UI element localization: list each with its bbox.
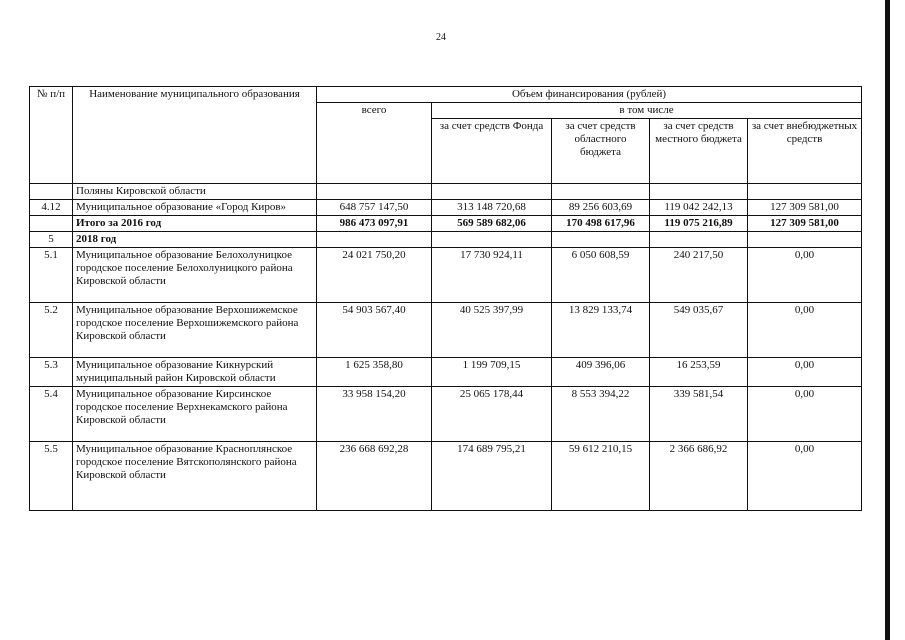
row-no (30, 216, 73, 232)
row-local: 2 366 686,92 (650, 442, 748, 511)
row-fund: 174 689 795,21 (432, 442, 552, 511)
table-row-total (30, 216, 862, 232)
header-row-1 (30, 87, 862, 103)
header-extra: за счет внебюджетных средств (748, 119, 862, 184)
header-regional: за счет средств областного бюджета (552, 119, 650, 184)
row-extra: 0,00 (748, 248, 862, 303)
row-fund: 17 730 924,11 (432, 248, 552, 303)
row-local: 549 035,67 (650, 303, 748, 358)
row-no: 5.2 (30, 303, 73, 358)
table-row (30, 248, 862, 303)
table-row (30, 442, 862, 511)
row-total: 24 021 750,20 (317, 248, 432, 303)
header-total: всего (317, 103, 432, 184)
page-number: 24 (436, 32, 446, 43)
row-regional: 409 396,06 (552, 358, 650, 387)
row-name: Муниципальное образование Верхошижемское городское поселение Верхошижемского района Кировской области (73, 303, 317, 358)
table-row (30, 387, 862, 442)
row-name: Муниципальное образование Кикнурский муниципальный район Кировской области (73, 358, 317, 387)
row-fund: 40 525 397,99 (432, 303, 552, 358)
row-extra: 0,00 (748, 387, 862, 442)
row-fund: 569 589 682,06 (432, 216, 552, 232)
row-name: Муниципальное образование Красноплянское городское поселение Вятскополянского района Кировской области (73, 442, 317, 511)
row-name: Поляны Кировской области (73, 184, 317, 200)
row-extra: 0,00 (748, 442, 862, 511)
row-total: 1 625 358,80 (317, 358, 432, 387)
row-regional: 8 553 394,22 (552, 387, 650, 442)
header-local: за счет средств местного бюджета (650, 119, 748, 184)
table-row (30, 200, 862, 216)
table-row (30, 358, 862, 387)
row-extra: 0,00 (748, 358, 862, 387)
row-local: 119 042 242,13 (650, 200, 748, 216)
row-regional: 89 256 603,69 (552, 200, 650, 216)
financing-table (29, 86, 862, 511)
header-including: в том числе (432, 103, 862, 119)
row-extra: 127 309 581,00 (748, 216, 862, 232)
row-fund: 25 065 178,44 (432, 387, 552, 442)
row-name: Муниципальное образование «Город Киров» (73, 200, 317, 216)
row-no: 5.3 (30, 358, 73, 387)
table-row-year (30, 232, 862, 248)
row-total: 986 473 097,91 (317, 216, 432, 232)
scan-edge-bar (885, 0, 890, 640)
row-extra: 0,00 (748, 303, 862, 358)
header-name: Наименование муниципального образования (73, 87, 317, 184)
row-regional: 59 612 210,15 (552, 442, 650, 511)
row-local: 119 075 216,89 (650, 216, 748, 232)
row-no: 5.4 (30, 387, 73, 442)
row-name: 2018 год (73, 232, 317, 248)
row-local: 240 217,50 (650, 248, 748, 303)
table-row (30, 303, 862, 358)
row-no: 4.12 (30, 200, 73, 216)
row-fund: 313 148 720,68 (432, 200, 552, 216)
row-regional: 170 498 617,96 (552, 216, 650, 232)
row-fund: 1 199 709,15 (432, 358, 552, 387)
row-no: 5 (30, 232, 73, 248)
row-local: 339 581,54 (650, 387, 748, 442)
header-no: № п/п (30, 87, 73, 184)
row-regional: 13 829 133,74 (552, 303, 650, 358)
header-volume: Объем финансирования (рублей) (317, 87, 862, 103)
row-no: 5.1 (30, 248, 73, 303)
header-fund: за счет средств Фонда (432, 119, 552, 184)
row-total: 33 958 154,20 (317, 387, 432, 442)
row-name: Муниципальное образование Белохолуницкое городское поселение Белохолуницкого района Кировской области (73, 248, 317, 303)
row-extra: 127 309 581,00 (748, 200, 862, 216)
row-name: Муниципальное образование Кирсинское городское поселение Верхнекамского района Кировской области (73, 387, 317, 442)
row-total: 648 757 147,50 (317, 200, 432, 216)
row-local: 16 253,59 (650, 358, 748, 387)
row-no (30, 184, 73, 200)
row-total: 54 903 567,40 (317, 303, 432, 358)
row-name: Итого за 2016 год (73, 216, 317, 232)
row-total: 236 668 692,28 (317, 442, 432, 511)
row-regional: 6 050 608,59 (552, 248, 650, 303)
row-no: 5.5 (30, 442, 73, 511)
table-row (30, 184, 862, 200)
